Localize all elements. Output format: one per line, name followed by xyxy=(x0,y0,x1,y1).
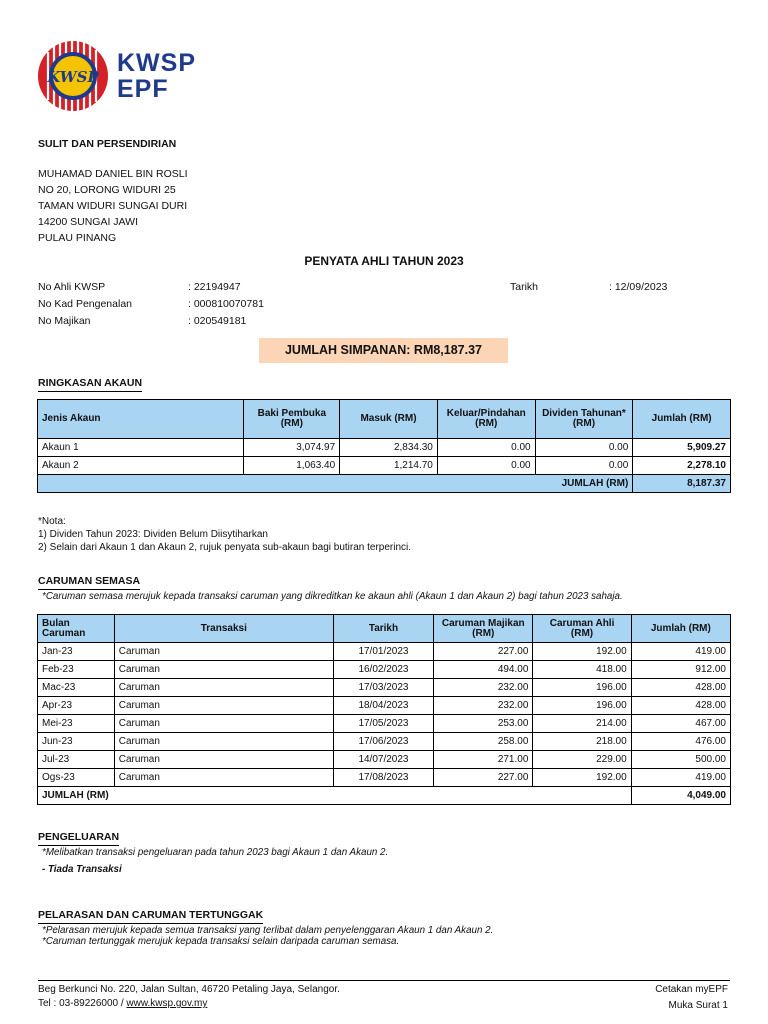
cell: 2,278.10 xyxy=(633,457,731,475)
nota-item: 1) Dividen Tahun 2023: Dividen Belum Diisytiharkan xyxy=(38,529,268,540)
no-transaction-text: - Tiada Transaksi xyxy=(42,864,122,875)
cell: 16/02/2023 xyxy=(333,661,433,679)
svg-text:KWSP: KWSP xyxy=(47,68,99,86)
confidential-label: SULIT DAN PERSENDIRIAN xyxy=(38,138,177,150)
cell: 2,834.30 xyxy=(340,439,438,457)
cell: 17/05/2023 xyxy=(333,715,433,733)
pelarasan-desc-line: *Pelarasan merujuk kepada semua transaksi yang terlibat dalam penyelenggaran Akaun 1 dan Akaun 2. xyxy=(42,925,494,936)
col-header: Baki Pembuka (RM) xyxy=(244,400,340,439)
cell: Caruman xyxy=(114,733,333,751)
no-ahli-label: No Ahli KWSP xyxy=(38,281,106,293)
address-line: 14200 SUNGAI JAWI xyxy=(38,216,138,228)
cell: 1,214.70 xyxy=(340,457,438,475)
cell: Apr-23 xyxy=(38,697,115,715)
total-label: JUMLAH (RM) xyxy=(38,787,632,805)
cell: Caruman xyxy=(114,661,333,679)
cell: 196.00 xyxy=(533,697,631,715)
nota-title: *Nota: xyxy=(38,516,66,527)
cell: 253.00 xyxy=(434,715,533,733)
cell: 500.00 xyxy=(631,751,730,769)
contribution-table xyxy=(37,614,731,805)
total-value: 4,049.00 xyxy=(631,787,730,805)
total-savings-banner: JUMLAH SIMPANAN: RM8,187.37 xyxy=(259,338,508,363)
table-row xyxy=(38,751,731,769)
brand-line2: EPF xyxy=(117,75,169,103)
cell: Caruman xyxy=(114,643,333,661)
print-label: Cetakan myEPF xyxy=(655,984,728,995)
cell: 0.00 xyxy=(437,457,535,475)
col-header: Caruman Majikan (RM) xyxy=(434,615,533,643)
cell: 17/03/2023 xyxy=(333,679,433,697)
kad-label: No Kad Pengenalan xyxy=(38,298,132,310)
caruman-heading: CARUMAN SEMASA xyxy=(38,575,140,590)
footer-address: Beg Berkunci No. 220, Jalan Sultan, 46720 Petaling Jaya, Selangor. xyxy=(38,984,340,995)
total-label: JUMLAH (RM) xyxy=(38,475,633,493)
cell: Jan-23 xyxy=(38,643,115,661)
table-header-row xyxy=(38,400,731,439)
cell: 419.00 xyxy=(631,643,730,661)
cell: Akaun 2 xyxy=(38,457,244,475)
majikan-label: No Majikan xyxy=(38,315,91,327)
pelarasan-desc xyxy=(42,925,493,947)
pengeluaran-desc: *Melibatkan transaksi pengeluaran pada tahun 2023 bagi Akaun 1 dan Akaun 2. xyxy=(42,847,389,858)
majikan-value: : 020549181 xyxy=(188,315,247,327)
cell: 218.00 xyxy=(533,733,631,751)
nota-item: 2) Selain dari Akaun 1 dan Akaun 2, rujuk penyata sub-akaun bagi butiran terperinci. xyxy=(38,542,412,553)
cell: 476.00 xyxy=(631,733,730,751)
brand-line1: KWSP xyxy=(117,49,196,77)
col-header: Transaksi xyxy=(114,615,333,643)
cell: 258.00 xyxy=(434,733,533,751)
contribution-rows xyxy=(38,643,731,787)
cell: Caruman xyxy=(114,697,333,715)
cell: Mac-23 xyxy=(38,679,115,697)
table-row xyxy=(38,457,731,475)
cell: Caruman xyxy=(114,679,333,697)
footer-contact xyxy=(38,998,207,1009)
address-line: NO 20, LORONG WIDURI 25 xyxy=(38,184,176,196)
cell: 418.00 xyxy=(533,661,631,679)
total-row xyxy=(38,787,731,805)
table-row xyxy=(38,715,731,733)
col-header: Dividen Tahunan* (RM) xyxy=(535,400,633,439)
website-link[interactable]: www.kwsp.gov.my xyxy=(126,998,208,1009)
footer-divider xyxy=(38,980,730,981)
table-row xyxy=(38,661,731,679)
address-line: PULAU PINANG xyxy=(38,232,117,244)
footer-tel: Tel : 03-89226000 / xyxy=(38,998,127,1009)
col-header: Bulan Caruman xyxy=(38,615,115,643)
total-row xyxy=(38,475,731,493)
cell: 17/06/2023 xyxy=(333,733,433,751)
cell: Caruman xyxy=(114,751,333,769)
cell: 0.00 xyxy=(535,439,633,457)
cell: 428.00 xyxy=(631,679,730,697)
cell: Caruman xyxy=(114,715,333,733)
cell: 428.00 xyxy=(631,697,730,715)
cell: 17/08/2023 xyxy=(333,769,433,787)
cell: 17/01/2023 xyxy=(333,643,433,661)
cell: 494.00 xyxy=(434,661,533,679)
page-number: Muka Surat 1 xyxy=(668,1000,728,1011)
col-header: Jumlah (RM) xyxy=(631,615,730,643)
cell: 229.00 xyxy=(533,751,631,769)
nota-block xyxy=(38,515,411,554)
col-header: Tarikh xyxy=(333,615,433,643)
pelarasan-desc-line: *Caruman tertunggak merujuk kepada transaksi selain daripada caruman semasa. xyxy=(42,936,400,947)
pengeluaran-heading: PENGELUARAN xyxy=(38,831,119,846)
col-header: Keluar/Pindahan (RM) xyxy=(437,400,535,439)
cell: Caruman xyxy=(114,769,333,787)
cell: 196.00 xyxy=(533,679,631,697)
cell: Jun-23 xyxy=(38,733,115,751)
table-row xyxy=(38,769,731,787)
cell: Ogs-23 xyxy=(38,769,115,787)
col-header: Masuk (RM) xyxy=(340,400,438,439)
cell: Akaun 1 xyxy=(38,439,244,457)
cell: 419.00 xyxy=(631,769,730,787)
cell: 271.00 xyxy=(434,751,533,769)
col-header: Jenis Akaun xyxy=(38,400,244,439)
cell: 192.00 xyxy=(533,769,631,787)
no-ahli-value: : 22194947 xyxy=(188,281,241,293)
cell: 5,909.27 xyxy=(633,439,731,457)
kad-value: : 000810070781 xyxy=(188,298,264,310)
cell: 192.00 xyxy=(533,643,631,661)
tarikh-label: Tarikh xyxy=(510,281,539,293)
table-row xyxy=(38,679,731,697)
cell: 1,063.40 xyxy=(244,457,340,475)
pelarasan-heading: PELARASAN DAN CARUMAN TERTUNGGAK xyxy=(38,909,263,924)
cell: Feb-23 xyxy=(38,661,115,679)
cell: 0.00 xyxy=(437,439,535,457)
address-line: TAMAN WIDURI SUNGAI DURI xyxy=(38,200,188,212)
cell: 227.00 xyxy=(434,643,533,661)
ringkasan-heading: RINGKASAN AKAUN xyxy=(38,377,142,392)
summary-table xyxy=(37,399,731,493)
cell: Mei-23 xyxy=(38,715,115,733)
total-value: 8,187.37 xyxy=(633,475,731,493)
cell: 227.00 xyxy=(434,769,533,787)
address-line: MUHAMAD DANIEL BIN ROSLI xyxy=(38,168,188,180)
cell: 3,074.97 xyxy=(244,439,340,457)
statement-title: PENYATA AHLI TAHUN 2023 xyxy=(304,254,464,268)
tarikh-value: : 12/09/2023 xyxy=(609,281,668,293)
table-row xyxy=(38,439,731,457)
cell: 467.00 xyxy=(631,715,730,733)
brand-wordmark xyxy=(117,50,196,102)
cell: 14/07/2023 xyxy=(333,751,433,769)
caruman-desc: *Caruman semasa merujuk kepada transaksi caruman yang dikreditkan ke akaun ahli (Akaun 1 dan Akaun 2) bagi tahun 2023 sahaja. xyxy=(42,591,623,602)
table-row xyxy=(38,733,731,751)
cell: Jul-23 xyxy=(38,751,115,769)
cell: 232.00 xyxy=(434,697,533,715)
member-address xyxy=(38,166,188,246)
cell: 0.00 xyxy=(535,457,633,475)
col-header: Caruman Ahli (RM) xyxy=(533,615,631,643)
col-header: Jumlah (RM) xyxy=(633,400,731,439)
table-header-row xyxy=(38,615,731,643)
table-row xyxy=(38,697,731,715)
cell: 912.00 xyxy=(631,661,730,679)
cell: 232.00 xyxy=(434,679,533,697)
kwsp-emblem-icon xyxy=(36,38,116,118)
cell: 214.00 xyxy=(533,715,631,733)
table-row xyxy=(38,643,731,661)
cell: 18/04/2023 xyxy=(333,697,433,715)
